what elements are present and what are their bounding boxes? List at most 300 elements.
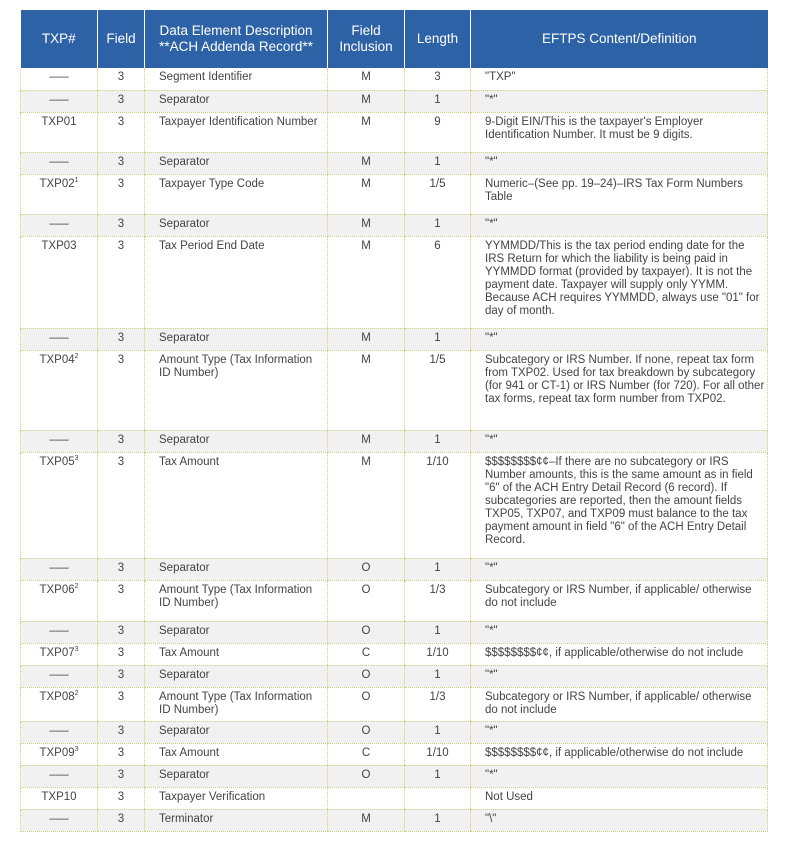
cell-definition-text: "*" (485, 217, 498, 230)
table-row (21, 765, 768, 787)
cell-definition-text: Not Used (485, 790, 533, 803)
cell-txp (21, 350, 98, 430)
cell-inclusion-text: M (361, 217, 371, 230)
cell-description (145, 665, 328, 687)
cell-length (405, 580, 471, 621)
cell-txp (21, 174, 98, 214)
txp-record-table (20, 10, 768, 832)
table-row (21, 787, 768, 809)
cell-txp-text: TXP01 (41, 115, 77, 128)
cell-inclusion (328, 687, 405, 721)
cell-description-text: Taxpayer Type Code (159, 177, 265, 190)
cell-field (98, 765, 145, 787)
cell-definition (471, 214, 768, 236)
cell-length-text: 1 (434, 561, 441, 574)
cell-length-text: 1 (434, 768, 441, 781)
cell-txp-text: ––– (49, 93, 69, 106)
cell-length (405, 558, 471, 580)
cell-length-text: 1/10 (426, 746, 449, 759)
cell-field (98, 214, 145, 236)
header-field: Field (98, 10, 145, 68)
table-row (21, 643, 768, 665)
cell-length (405, 643, 471, 665)
cell-description (145, 214, 328, 236)
cell-length-text: 1 (434, 668, 441, 681)
cell-field-text: 3 (117, 812, 125, 825)
cell-txp (21, 621, 98, 643)
cell-definition (471, 328, 768, 350)
cell-field (98, 452, 145, 558)
cell-description (145, 643, 328, 665)
txp-table-container (20, 10, 767, 832)
cell-definition-text: "TXP" (485, 71, 516, 83)
cell-field (98, 687, 145, 721)
cell-txp (21, 765, 98, 787)
cell-inclusion (328, 743, 405, 765)
cell-length (405, 687, 471, 721)
cell-inclusion (328, 68, 405, 90)
cell-txp (21, 743, 98, 765)
header-field-inclusion: Field Inclusion (328, 10, 405, 68)
table-row (21, 665, 768, 687)
cell-definition (471, 152, 768, 174)
cell-txp (21, 687, 98, 721)
cell-txp-text: TXP09 (39, 746, 75, 759)
cell-description (145, 174, 328, 214)
cell-txp-text: ––– (49, 668, 69, 681)
cell-inclusion (328, 236, 405, 328)
cell-inclusion (328, 665, 405, 687)
cell-inclusion (328, 350, 405, 430)
cell-field (98, 112, 145, 152)
cell-definition-text: Subcategory or IRS Number, if applicable/ otherwise do not include (485, 690, 752, 716)
cell-inclusion (328, 112, 405, 152)
cell-txp (21, 787, 98, 809)
cell-description (145, 452, 328, 558)
cell-length-text: 1/5 (429, 353, 446, 366)
cell-txp (21, 558, 98, 580)
cell-definition (471, 687, 768, 721)
cell-inclusion (328, 90, 405, 112)
cell-description-text: Amount Type (Tax Information ID Number) (159, 690, 313, 716)
cell-definition (471, 643, 768, 665)
cell-definition (471, 558, 768, 580)
cell-length-text: 1 (434, 433, 441, 446)
cell-description (145, 350, 328, 430)
cell-length (405, 809, 471, 831)
cell-txp-text: TXP06 (39, 583, 75, 596)
cell-inclusion-text: M (361, 93, 371, 106)
cell-field-text: 3 (117, 561, 125, 574)
cell-field-text: 3 (117, 217, 125, 230)
cell-inclusion-text: M (361, 71, 371, 83)
cell-txp-text: ––– (49, 624, 69, 637)
cell-inclusion-text: M (361, 331, 371, 344)
cell-field (98, 721, 145, 743)
cell-inclusion (328, 809, 405, 831)
cell-definition-text: YYMMDD/This is the tax period ending date for the IRS Return for which the liability is being paid in YYMMDD format (provided by taxpayer). It is not the payment date. Taxpayer will supply only YYMM. Because ACH requires YYMMDD, always use "01" for day of month. (485, 239, 760, 317)
cell-description-text: Separator (159, 768, 210, 781)
table-row (21, 152, 768, 174)
cell-inclusion (328, 765, 405, 787)
cell-description-text: Separator (159, 561, 210, 574)
cell-length-text: 1 (434, 724, 441, 737)
cell-field (98, 665, 145, 687)
footnote-marker: 3 (74, 645, 79, 653)
cell-inclusion-text: M (361, 239, 371, 252)
cell-description-text: Separator (159, 93, 210, 106)
cell-inclusion-text: C (361, 646, 371, 659)
cell-description-text: Amount Type (Tax Information ID Number) (159, 583, 313, 609)
header-description: Data Element Description **ACH Addenda Record** (145, 10, 328, 68)
cell-field-text: 3 (117, 790, 125, 803)
cell-definition (471, 430, 768, 452)
cell-definition-text: "*" (485, 724, 498, 737)
cell-txp-text: TXP05 (39, 455, 75, 468)
cell-definition (471, 765, 768, 787)
table-row (21, 430, 768, 452)
cell-txp-text: TXP07 (39, 646, 75, 659)
cell-description-text: Separator (159, 624, 210, 637)
cell-field (98, 743, 145, 765)
cell-length (405, 152, 471, 174)
cell-txp-text: ––– (49, 71, 69, 83)
cell-definition-text: Numeric–(See pp. 19–24)–IRS Tax Form Numbers Table (485, 177, 744, 203)
cell-length-text: 3 (434, 71, 441, 83)
cell-description (145, 236, 328, 328)
cell-txp-text: TXP03 (41, 239, 77, 252)
cell-txp-text: TXP02 (39, 177, 75, 190)
cell-field-text: 3 (117, 668, 125, 681)
cell-inclusion (328, 643, 405, 665)
cell-txp-text: TXP04 (39, 353, 75, 366)
cell-length-text: 1/3 (429, 690, 446, 703)
cell-field-text: 3 (117, 93, 125, 106)
table-row (21, 580, 768, 621)
cell-definition-text: "*" (485, 668, 498, 681)
cell-inclusion (328, 621, 405, 643)
cell-description (145, 558, 328, 580)
cell-field (98, 787, 145, 809)
cell-definition (471, 112, 768, 152)
cell-inclusion-text: M (361, 455, 371, 468)
table-row (21, 809, 768, 831)
cell-description-text: Taxpayer Verification (159, 790, 266, 803)
cell-definition-text: $$$$$$$$¢¢, if applicable/otherwise do not include (485, 646, 744, 659)
cell-definition (471, 787, 768, 809)
cell-definition-text: Subcategory or IRS Number, if applicable/ otherwise do not include (485, 583, 752, 609)
cell-description (145, 765, 328, 787)
cell-length (405, 430, 471, 452)
cell-description (145, 687, 328, 721)
cell-length-text: 1 (434, 217, 441, 230)
cell-description (145, 112, 328, 152)
table-body (21, 68, 768, 831)
cell-field-text: 3 (117, 155, 125, 168)
cell-definition (471, 621, 768, 643)
cell-inclusion (328, 452, 405, 558)
cell-field (98, 558, 145, 580)
footnote-marker: 2 (74, 582, 79, 590)
cell-length (405, 765, 471, 787)
cell-txp-text: ––– (49, 561, 69, 574)
cell-definition-text: Subcategory or IRS Number. If none, repeat tax form from TXP02. Used for tax breakdown by subcategory (for 941 or CT-1) or IRS Number (for 720). For all other tax forms, repeat tax form number from TXP02. (485, 353, 765, 405)
cell-inclusion-text: O (361, 583, 371, 596)
cell-field (98, 174, 145, 214)
cell-definition (471, 721, 768, 743)
cell-field-text: 3 (117, 690, 125, 703)
header-definition: EFTPS Content/Definition (471, 10, 768, 68)
cell-length (405, 665, 471, 687)
cell-field-text: 3 (117, 331, 125, 344)
cell-inclusion (328, 558, 405, 580)
cell-description (145, 152, 328, 174)
cell-field-text: 3 (117, 768, 125, 781)
cell-length (405, 721, 471, 743)
cell-txp (21, 328, 98, 350)
cell-definition (471, 743, 768, 765)
cell-length-text: 1 (434, 812, 441, 825)
cell-description (145, 580, 328, 621)
cell-length (405, 90, 471, 112)
cell-length (405, 621, 471, 643)
cell-txp (21, 643, 98, 665)
cell-length (405, 452, 471, 558)
cell-length (405, 112, 471, 152)
cell-txp-text: ––– (49, 768, 69, 781)
cell-length-text: 6 (434, 239, 441, 252)
cell-inclusion-text: M (361, 353, 371, 366)
cell-inclusion (328, 174, 405, 214)
cell-field-text: 3 (117, 455, 125, 468)
cell-txp-text: ––– (49, 812, 69, 825)
cell-txp-text: ––– (49, 433, 69, 446)
cell-length (405, 350, 471, 430)
table-row (21, 621, 768, 643)
cell-length (405, 214, 471, 236)
cell-description (145, 621, 328, 643)
table-row (21, 350, 768, 430)
cell-definition-text: $$$$$$$$¢¢, if applicable/otherwise do not include (485, 746, 744, 759)
cell-field (98, 580, 145, 621)
cell-inclusion-text: M (361, 812, 371, 825)
cell-length-text: 1/5 (429, 177, 446, 190)
cell-field (98, 350, 145, 430)
table-row (21, 687, 768, 721)
cell-definition-text: "*" (485, 433, 498, 446)
cell-description-text: Taxpayer Identification Number (159, 115, 318, 128)
table-row (21, 174, 768, 214)
table-row (21, 112, 768, 152)
cell-description-text: Tax Amount (159, 646, 220, 659)
cell-length-text: 1/3 (429, 583, 446, 596)
cell-definition-text: "*" (485, 561, 498, 574)
cell-description (145, 90, 328, 112)
cell-definition (471, 68, 768, 90)
cell-field (98, 328, 145, 350)
cell-field-text: 3 (117, 724, 125, 737)
cell-description (145, 721, 328, 743)
cell-field-text: 3 (117, 71, 125, 83)
cell-inclusion (328, 328, 405, 350)
cell-definition (471, 580, 768, 621)
cell-inclusion-text: O (361, 668, 371, 681)
table-row (21, 558, 768, 580)
cell-length-text: 1 (434, 93, 441, 106)
cell-txp (21, 90, 98, 112)
cell-field-text: 3 (117, 115, 125, 128)
cell-field-text: 3 (117, 746, 125, 759)
cell-inclusion-text: M (361, 433, 371, 446)
table-row (21, 452, 768, 558)
cell-length (405, 68, 471, 90)
cell-description-text: Separator (159, 217, 210, 230)
cell-txp-text: TXP10 (41, 790, 77, 803)
cell-field-text: 3 (117, 353, 125, 366)
table-row (21, 68, 768, 90)
table-row (21, 743, 768, 765)
cell-field (98, 809, 145, 831)
cell-txp-text: ––– (49, 724, 69, 737)
cell-txp (21, 214, 98, 236)
footnote-marker: 1 (74, 176, 79, 184)
cell-description-text: Separator (159, 433, 210, 446)
cell-txp (21, 580, 98, 621)
cell-definition (471, 174, 768, 214)
table-row (21, 328, 768, 350)
cell-txp (21, 112, 98, 152)
cell-length (405, 743, 471, 765)
cell-definition-text: "*" (485, 155, 498, 168)
cell-length-text: 1/10 (426, 646, 449, 659)
cell-inclusion (328, 580, 405, 621)
cell-description-text: Terminator (159, 812, 214, 825)
cell-txp-text: ––– (49, 155, 69, 168)
cell-field (98, 152, 145, 174)
footnote-marker: 2 (74, 352, 79, 360)
cell-field-text: 3 (117, 646, 125, 659)
cell-description-text: Separator (159, 155, 210, 168)
cell-definition (471, 236, 768, 328)
cell-length-text: 1 (434, 624, 441, 637)
cell-field (98, 68, 145, 90)
table-row (21, 721, 768, 743)
cell-length-text: 1/10 (426, 455, 449, 468)
cell-inclusion-text: M (361, 115, 371, 128)
cell-txp (21, 809, 98, 831)
cell-inclusion-text: O (361, 724, 371, 737)
cell-length-text: 9 (434, 115, 441, 128)
cell-description-text: Separator (159, 724, 210, 737)
cell-definition-text: "*" (485, 331, 498, 344)
cell-definition (471, 809, 768, 831)
cell-description-text: Separator (159, 331, 210, 344)
cell-inclusion (328, 214, 405, 236)
cell-field (98, 430, 145, 452)
cell-definition-text: "\" (485, 812, 497, 825)
cell-field (98, 236, 145, 328)
cell-description (145, 68, 328, 90)
cell-definition-text: "*" (485, 624, 498, 637)
cell-txp (21, 721, 98, 743)
cell-field-text: 3 (117, 624, 125, 637)
cell-field (98, 90, 145, 112)
cell-inclusion-text: O (361, 561, 371, 574)
cell-txp (21, 152, 98, 174)
cell-field-text: 3 (117, 177, 125, 190)
cell-length-text: 1 (434, 155, 441, 168)
footnote-marker: 3 (74, 454, 79, 462)
cell-txp (21, 68, 98, 90)
cell-definition (471, 665, 768, 687)
cell-length (405, 328, 471, 350)
table-row (21, 214, 768, 236)
cell-definition-text: "*" (485, 768, 498, 781)
cell-description-text: Segment Identifier (159, 71, 253, 83)
cell-definition-text: "*" (485, 93, 498, 106)
cell-description-text: Separator (159, 668, 210, 681)
cell-inclusion-text: O (361, 624, 371, 637)
header-txp: TXP# (21, 10, 98, 68)
cell-description (145, 743, 328, 765)
cell-field-text: 3 (117, 583, 125, 596)
cell-length (405, 174, 471, 214)
cell-txp (21, 452, 98, 558)
cell-definition-text: $$$$$$$$¢¢–If there are no subcategory or IRS Number amounts, this is the same amount as in field "6" of the ACH Entry Detail Record (6 record). If subcategories are reported, then the amount fields TXP05, TXP07, and TXP09 must balance to the tax payment amount in field "6" of the ACH Entry Detail Record. (485, 455, 753, 546)
cell-field-text: 3 (117, 433, 125, 446)
cell-txp-text: ––– (49, 331, 69, 344)
cell-length-text: 1 (434, 331, 441, 344)
cell-description-text: Tax Amount (159, 455, 220, 468)
cell-inclusion (328, 787, 405, 809)
cell-txp (21, 236, 98, 328)
cell-txp (21, 665, 98, 687)
cell-field (98, 621, 145, 643)
cell-inclusion (328, 721, 405, 743)
cell-definition (471, 90, 768, 112)
cell-definition-text: 9-Digit EIN/This is the taxpayer's Employer Identification Number. It must be 9 digits. (485, 115, 704, 141)
cell-inclusion-text: O (361, 690, 371, 703)
cell-inclusion-text: O (361, 768, 371, 781)
cell-field-text: 3 (117, 239, 125, 252)
cell-description (145, 328, 328, 350)
cell-definition (471, 452, 768, 558)
cell-length (405, 236, 471, 328)
cell-txp (21, 430, 98, 452)
cell-description (145, 430, 328, 452)
cell-inclusion (328, 430, 405, 452)
table-row (21, 90, 768, 112)
cell-inclusion-text: C (361, 746, 371, 759)
cell-description-text: Tax Amount (159, 746, 220, 759)
cell-txp-text: TXP08 (39, 690, 75, 703)
cell-description-text: Amount Type (Tax Information ID Number) (159, 353, 313, 379)
cell-description (145, 809, 328, 831)
cell-description-text: Tax Period End Date (159, 239, 265, 252)
cell-field (98, 643, 145, 665)
cell-inclusion-text: M (361, 177, 371, 190)
cell-length (405, 787, 471, 809)
cell-inclusion (328, 152, 405, 174)
cell-txp-text: ––– (49, 217, 69, 230)
footnote-marker: 3 (74, 745, 79, 753)
table-row (21, 236, 768, 328)
cell-inclusion-text: M (361, 155, 371, 168)
cell-definition (471, 350, 768, 430)
footnote-marker: 2 (74, 689, 79, 697)
table-header-row (21, 10, 768, 68)
cell-description (145, 787, 328, 809)
